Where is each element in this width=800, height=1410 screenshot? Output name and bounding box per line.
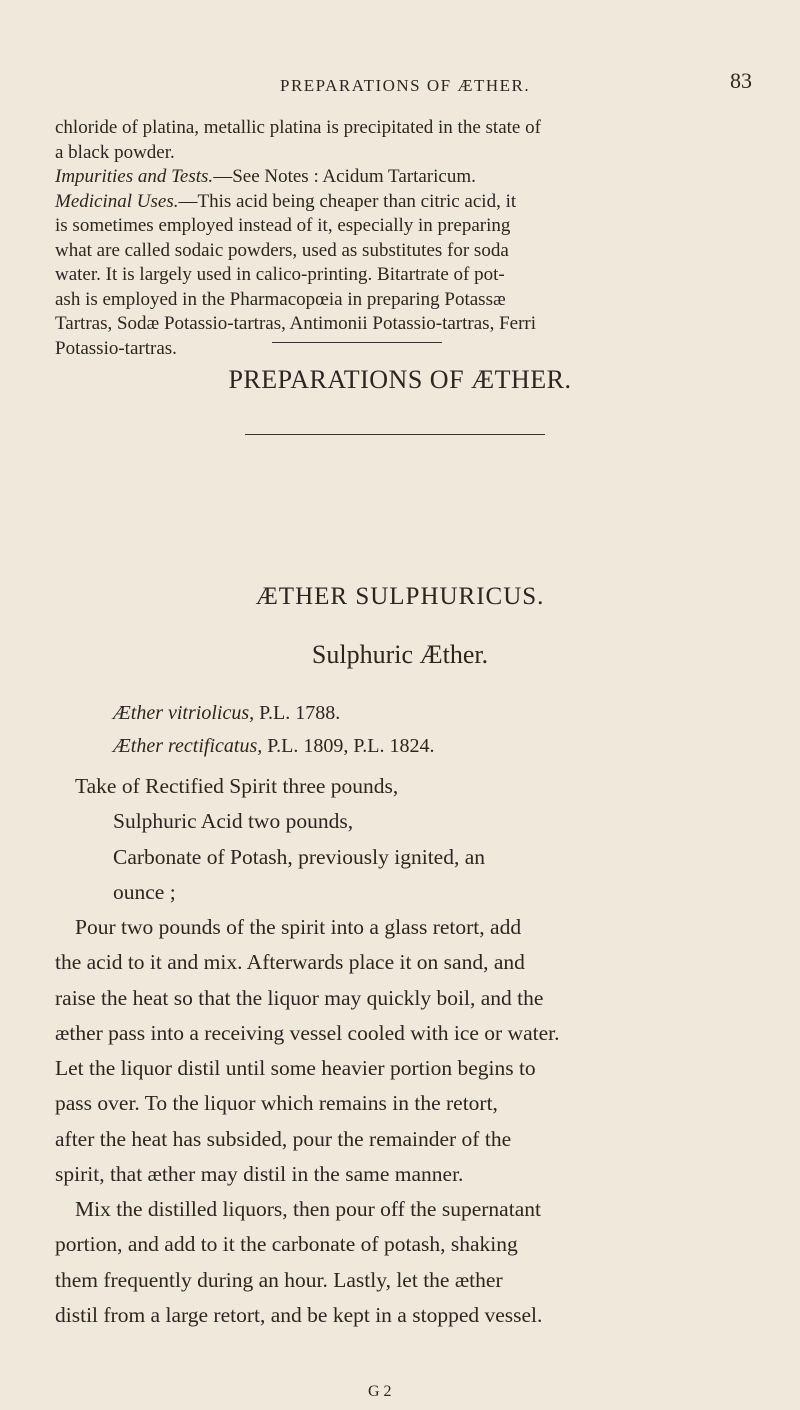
paragraph-distillation: [55, 910, 745, 1192]
text-line: æther pass into a receiving vessel cooled with ice or water.: [55, 1020, 560, 1045]
uses-label: Medicinal Uses.: [55, 190, 179, 212]
uses-line: [55, 190, 735, 215]
recipe-line: Carbonate of Potash, previously ignited, an: [113, 844, 485, 869]
text-line: Pour two pounds of the spirit into a glass retort, add: [75, 915, 522, 939]
impurities-line: [55, 165, 735, 190]
intro-line: chloride of platina, metallic platina is precipitated in the state of: [55, 117, 541, 138]
synonym-name: Æther vitriolicus,: [113, 702, 255, 724]
uses-line: ash is employed in the Pharmacopœia in preparing Potassæ: [55, 288, 506, 310]
recipe-line: ounce ;: [113, 879, 176, 904]
section-heading: PREPARATIONS OF ÆTHER.: [228, 365, 572, 394]
recipe-line: Sulphuric Acid two pounds,: [113, 809, 354, 834]
uses-text: —This acid being cheaper than citric acid, it: [178, 190, 517, 212]
impurities-label: Impurities and Tests.: [55, 166, 214, 187]
uses-line: Tartras, Sodæ Potassio-tartras, Antimonii Potassio-tartras, Ferri: [55, 313, 537, 334]
paragraph-rectification: [55, 1192, 745, 1333]
text-line: after the heat has subsided, pour the remainder of the: [55, 1126, 512, 1151]
intro-line: a black powder.: [55, 141, 175, 163]
uses-line: Potassio-tartras.: [55, 337, 177, 359]
synonym-ref: P.L. 1809, P.L. 1824.: [262, 735, 435, 757]
synonym-line: [113, 735, 435, 758]
running-head: PREPARATIONS OF ÆTHER.: [280, 76, 531, 95]
section-rule-bottom: [245, 434, 545, 435]
text-line: Let the liquor distil until some heavier portion begins to: [55, 1056, 536, 1081]
uses-line: is sometimes employed instead of it, especially in preparing: [55, 215, 511, 236]
text-line: them frequently during an hour. Lastly, let the æther: [55, 1267, 503, 1292]
text-line: pass over. To the liquor which remains in the retort,: [55, 1091, 498, 1116]
uses-line: water. It is largely used in calico-printing. Bitartrate of pot-: [55, 264, 505, 285]
recipe-line: Take of Rectified Spirit three pounds,: [75, 774, 399, 798]
text-line: spirit, that æther may distil in the same manner.: [55, 1162, 464, 1187]
synonym-name: Æther rectificatus,: [113, 735, 263, 757]
english-name: Sulphuric Æther.: [311, 640, 489, 669]
recipe: [55, 769, 745, 910]
synonym-ref: P.L. 1788.: [254, 702, 341, 724]
page-number: 83: [730, 68, 752, 93]
text-line: distil from a large retort, and be kept in a stopped vessel.: [55, 1302, 543, 1327]
synonym-line: [113, 702, 340, 725]
text-line: portion, and add to it the carbonate of potash, shaking: [55, 1232, 518, 1257]
subsection-heading: ÆTHER SULPHURICUS.: [255, 583, 545, 610]
intro-paragraph: [55, 116, 735, 361]
text-line: Mix the distilled liquors, then pour off the supernatant: [75, 1197, 541, 1221]
impurities-text: —See Notes : Acidum Tartaricum.: [213, 166, 476, 187]
signature-mark: G 2: [368, 1383, 392, 1400]
uses-line: what are called sodaic powders, used as substitutes for soda: [55, 239, 509, 261]
section-rule-top: [272, 342, 442, 343]
text-line: the acid to it and mix. Afterwards place it on sand, and: [55, 950, 525, 975]
text-line: raise the heat so that the liquor may quickly boil, and the: [55, 985, 544, 1010]
